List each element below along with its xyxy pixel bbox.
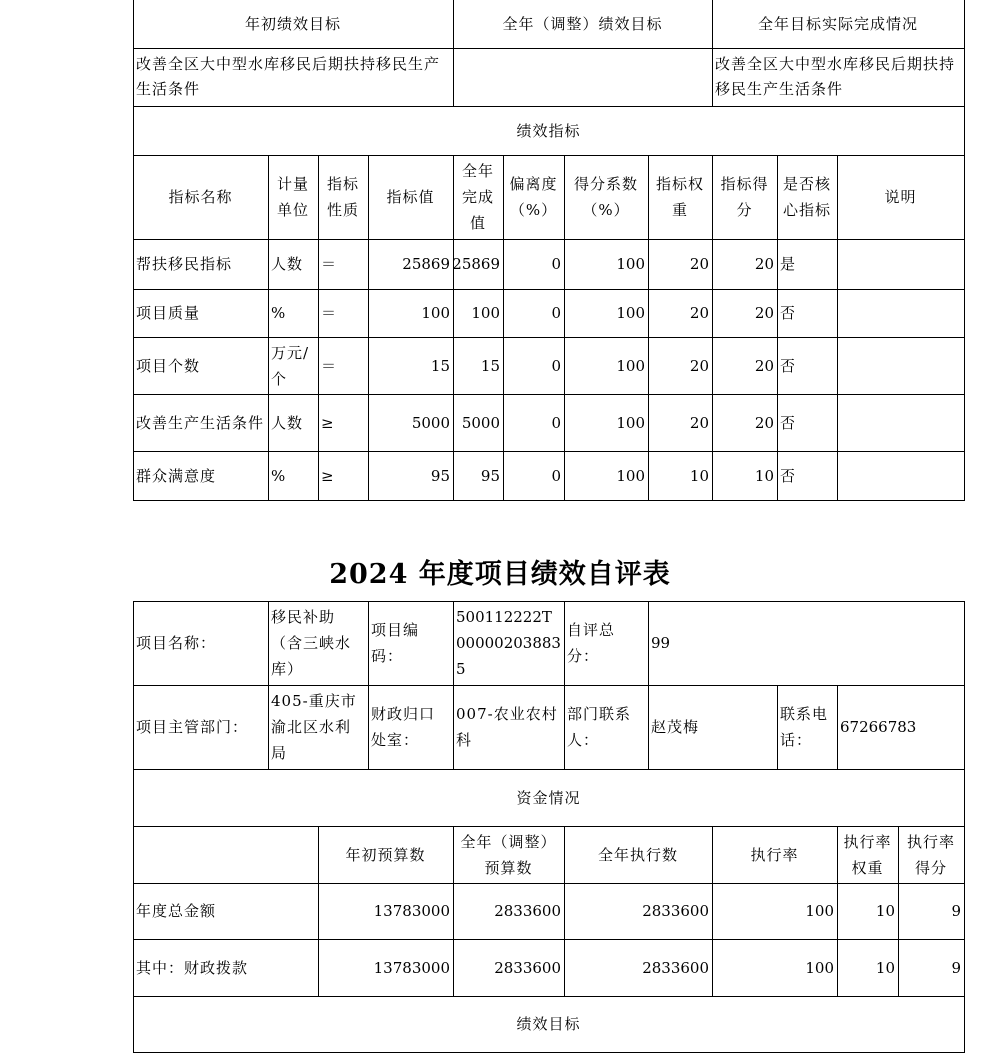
col-header-unit: 计量单位 <box>276 175 309 219</box>
indicator-unit-cell: % <box>271 466 287 485</box>
funds-header-rate: 执行率 <box>750 845 799 864</box>
header-actual-completion: 全年目标实际完成情况 <box>757 15 918 33</box>
indicator-nature-cell: ≥ <box>321 413 335 432</box>
finance-office-label: 财政归口处室： <box>371 705 436 749</box>
indicator-coefficient-cell: 100 <box>616 466 645 485</box>
funds-label-cell: 年度总金额 <box>136 902 217 920</box>
indicator-name-cell: 群众满意度 <box>136 466 217 485</box>
indicator-unit-cell: % <box>271 304 287 322</box>
indicator-nature-cell: ＝ <box>321 304 338 322</box>
indicator-nature-cell: ＝ <box>321 255 338 273</box>
indicator-core-cell: 是 <box>780 255 797 273</box>
indicator-deviation-cell: 0 <box>551 304 561 322</box>
indicator-coefficient-cell: 100 <box>616 413 645 432</box>
indicator-score-cell: 20 <box>754 255 774 273</box>
indicator-deviation-cell: 0 <box>551 413 561 432</box>
indicator-coefficient-cell: 100 <box>616 356 645 375</box>
indicator-coefficient-cell: 100 <box>616 255 645 273</box>
funds-rate-weight-cell: 10 <box>875 958 895 977</box>
indicator-name-cell: 改善生产生活条件 <box>136 413 265 432</box>
indicator-unit-cell: 人数 <box>271 413 304 432</box>
header-initial-target: 年初绩效目标 <box>244 15 341 33</box>
funds-adjusted-budget-cell: 2833600 <box>494 958 561 977</box>
indicator-score-cell: 20 <box>754 304 774 322</box>
col-header-score: 指标得分 <box>720 175 769 219</box>
col-header-name: 指标名称 <box>168 188 233 206</box>
total-score-value: 99 <box>651 634 671 652</box>
indicator-value-cell: 25869 <box>402 255 450 273</box>
funds-rate-cell: 100 <box>805 958 834 977</box>
funds-label-cell: 其中：财政拨款 <box>136 958 249 977</box>
indicators-title: 绩效指标 <box>516 121 581 140</box>
col-header-nature: 指标性质 <box>326 175 359 219</box>
indicator-nature-cell: ＝ <box>321 356 338 375</box>
indicator-name-cell: 帮扶移民指标 <box>136 255 233 273</box>
indicator-weight-cell: 20 <box>689 413 709 432</box>
indicator-completed-cell: 25869 <box>452 255 500 273</box>
col-header-note: 说明 <box>884 188 917 206</box>
col-header-weight: 指标权重 <box>655 175 704 219</box>
indicator-value-cell: 15 <box>430 356 450 375</box>
indicator-core-cell: 否 <box>780 304 797 322</box>
header-adjusted-target: 全年（调整）绩效目标 <box>502 15 663 33</box>
contact-label: 部门联系人： <box>567 705 632 749</box>
indicator-note-cell <box>837 239 964 289</box>
total-score-label: 自评总分： <box>567 621 616 665</box>
goal-actual: 改善全区大中型水库移民后期扶持移民生产生活条件 <box>715 55 956 98</box>
project-code-value: 500112222T000002038835 <box>456 608 561 678</box>
indicator-weight-cell: 20 <box>689 356 709 375</box>
indicator-value-cell: 95 <box>430 466 450 485</box>
indicator-note-cell <box>837 289 964 337</box>
indicator-note-cell <box>837 394 964 451</box>
funds-header-adjusted-budget: 全年（调整）预算数 <box>460 832 557 877</box>
indicator-deviation-cell: 0 <box>551 466 561 485</box>
contact-value: 赵茂梅 <box>651 718 700 736</box>
indicator-weight-cell: 20 <box>689 304 709 322</box>
indicator-core-cell: 否 <box>780 413 797 432</box>
indicator-deviation-cell: 0 <box>551 255 561 273</box>
project-code-label: 项目编码： <box>371 621 420 665</box>
indicator-nature-cell: ≥ <box>321 466 335 485</box>
indicator-coefficient-cell: 100 <box>616 304 645 322</box>
finance-office-value: 007-农业农村科 <box>456 705 558 749</box>
col-header-deviation: 偏离度（%） <box>509 175 558 219</box>
project-name-label: 项目名称： <box>136 634 217 652</box>
funds-header-rate-score: 执行率得分 <box>906 832 955 877</box>
funds-header-rate-weight: 执行率权重 <box>843 832 892 877</box>
indicator-completed-cell: 15 <box>480 356 500 375</box>
funds-header-blank <box>133 826 318 883</box>
indicator-score-cell: 20 <box>754 413 774 432</box>
goal-adjusted <box>453 48 712 106</box>
indicator-completed-cell: 100 <box>471 304 500 322</box>
indicator-completed-cell: 95 <box>480 466 500 485</box>
goal-initial: 改善全区大中型水库移民后期扶持移民生产生活条件 <box>136 55 441 98</box>
indicator-note-cell <box>837 451 964 500</box>
funds-initial-budget-cell: 13783000 <box>373 958 450 977</box>
indicator-deviation-cell: 0 <box>551 356 561 375</box>
col-header-completed: 全年完成值 <box>461 162 494 232</box>
indicator-completed-cell: 5000 <box>461 413 500 432</box>
indicator-weight-cell: 10 <box>689 466 709 485</box>
funds-rate-score-cell: 9 <box>951 902 961 920</box>
funds-header-executed: 全年执行数 <box>597 845 678 864</box>
indicator-core-cell: 否 <box>780 466 797 485</box>
funds-rate-cell: 100 <box>805 902 834 920</box>
performance-goals-title: 绩效目标 <box>516 1015 581 1033</box>
dept-value: 405-重庆市渝北区水利局 <box>271 692 357 762</box>
funds-title: 资金情况 <box>516 788 581 807</box>
indicator-unit-cell: 人数 <box>271 255 304 273</box>
dept-label: 项目主管部门： <box>136 718 249 736</box>
project-name-value: 移民补助（含三峡水库） <box>271 608 352 678</box>
indicator-score-cell: 20 <box>754 356 774 375</box>
phone-label: 联系电话： <box>780 705 829 749</box>
indicator-weight-cell: 20 <box>689 255 709 273</box>
funds-rate-weight-cell: 10 <box>875 902 895 920</box>
col-header-coefficient: 得分系数（%） <box>573 175 638 219</box>
indicator-value-cell: 100 <box>421 304 450 322</box>
funds-adjusted-budget-cell: 2833600 <box>494 902 561 920</box>
col-header-core: 是否核心指标 <box>782 175 831 219</box>
indicator-unit-cell: 万元/个 <box>271 343 310 388</box>
funds-executed-cell: 2833600 <box>642 902 709 920</box>
indicator-note-cell <box>837 337 964 394</box>
indicator-name-cell: 项目个数 <box>136 356 201 375</box>
indicator-core-cell: 否 <box>780 356 797 375</box>
funds-rate-score-cell: 9 <box>951 958 961 977</box>
phone-value: 67266783 <box>840 718 917 736</box>
funds-header-initial-budget: 年初预算数 <box>345 845 426 864</box>
indicator-name-cell: 项目质量 <box>136 304 201 322</box>
form-title: 2024 年度项目绩效自评表 <box>329 559 671 590</box>
funds-initial-budget-cell: 13783000 <box>373 902 450 920</box>
indicator-value-cell: 5000 <box>411 413 450 432</box>
funds-executed-cell: 2833600 <box>642 958 709 977</box>
indicator-score-cell: 10 <box>754 466 774 485</box>
col-header-value: 指标值 <box>386 188 435 206</box>
